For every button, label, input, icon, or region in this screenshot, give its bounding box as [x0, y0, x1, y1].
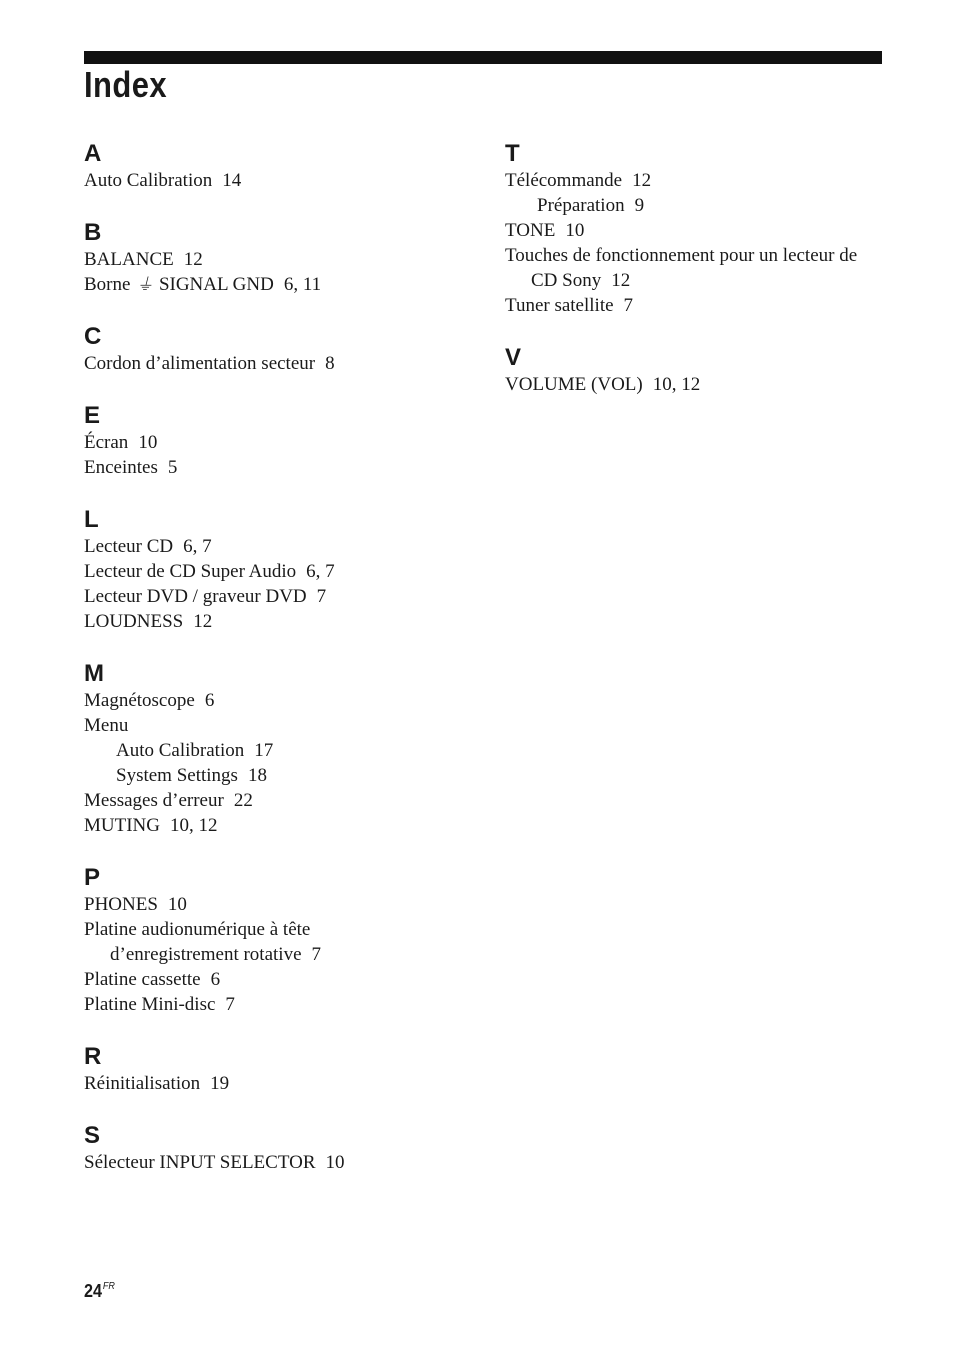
entry-page-ref[interactable]: 7 [225, 994, 235, 1015]
entry-page-ref[interactable]: 5 [167, 457, 178, 478]
entry-page-ref[interactable]: 10 [565, 220, 585, 241]
index-entry [84, 584, 484, 609]
section-letter: E [84, 402, 101, 429]
section-letter: L [84, 506, 99, 533]
entry-term: Lecteur CD [84, 536, 174, 557]
index-entry [84, 892, 484, 917]
index-section-m [84, 660, 484, 838]
entry-term: Auto Calibration [84, 170, 213, 191]
entry-term: d’enregistrement rotative [110, 944, 302, 965]
index-column-right [505, 140, 895, 423]
index-column-left [84, 140, 484, 1201]
entry-page-ref[interactable]: 22 [233, 790, 253, 811]
entry-term: Lecteur DVD / graveur DVD [84, 586, 307, 607]
entry-page-ref[interactable]: 10, 12 [652, 374, 701, 395]
entry-page-ref[interactable]: 6, 11 [283, 274, 322, 295]
entry-page-ref[interactable]: 6 [210, 969, 221, 990]
entry-term: MUTING [84, 815, 160, 836]
entry-term: Cordon d’alimentation secteur [84, 353, 316, 374]
index-entry [84, 1150, 484, 1175]
header-rule [84, 51, 882, 64]
entry-term: Platine cassette [84, 969, 201, 990]
entry-page-ref[interactable]: 10, 12 [170, 815, 218, 836]
index-entry [505, 243, 895, 268]
entry-page-ref[interactable]: 19 [210, 1073, 230, 1094]
index-section-e [84, 402, 484, 480]
index-entry [84, 609, 484, 634]
index-section-v [505, 344, 895, 397]
index-entry [505, 218, 895, 243]
index-entry [84, 168, 484, 193]
index-entry [505, 268, 895, 293]
entry-page-ref[interactable]: 10 [138, 432, 158, 453]
ground-icon: ⏚ [136, 275, 154, 294]
entry-page-ref[interactable]: 12 [193, 611, 213, 632]
entry-page-ref[interactable]: 12 [632, 170, 652, 191]
entry-page-ref[interactable]: 14 [222, 170, 242, 191]
index-entry [84, 942, 484, 967]
section-letter: P [84, 864, 101, 891]
index-entry [505, 372, 895, 397]
index-entry [84, 788, 484, 813]
index-section-r [84, 1043, 484, 1096]
entry-page-ref[interactable]: 18 [247, 765, 267, 786]
entry-term: PHONES [84, 894, 158, 915]
index-section-c [84, 323, 484, 376]
page-title: Index [84, 64, 168, 105]
entry-term-suffix: SIGNAL GND [158, 274, 274, 295]
index-entry [505, 168, 895, 193]
index-entry [84, 351, 484, 376]
entry-page-ref[interactable]: 10 [167, 894, 187, 915]
page-lang-code: FR [102, 1281, 115, 1292]
entry-term: System Settings [116, 765, 238, 786]
entry-term: Magnétoscope [84, 690, 195, 711]
index-subentry [505, 193, 895, 218]
index-entry [84, 917, 484, 942]
index-entry [84, 1071, 484, 1096]
index-entry [84, 534, 484, 559]
entry-term: Préparation [537, 195, 625, 216]
entry-page-ref[interactable]: 6, 7 [183, 536, 212, 557]
entry-term: BALANCE [84, 249, 174, 270]
index-section-a [84, 140, 484, 193]
entry-term: Réinitialisation [84, 1073, 201, 1094]
entry-term: Enceintes [84, 457, 158, 478]
entry-term: Platine audionumérique à tête [84, 919, 311, 940]
page-number-value: 24 [84, 1281, 103, 1301]
entry-term: Lecteur de CD Super Audio [84, 561, 297, 582]
entry-term: Borne [84, 274, 131, 295]
index-entry [84, 559, 484, 584]
section-letter: M [84, 660, 104, 687]
index-entry [84, 272, 484, 297]
section-letter: S [84, 1122, 101, 1149]
index-entry [84, 992, 484, 1017]
entry-page-ref[interactable]: 12 [183, 249, 203, 270]
entry-page-ref[interactable]: 7 [316, 586, 327, 607]
index-section-b [84, 219, 484, 297]
entry-term: Touches de fonctionnement pour un lecteur de [505, 245, 858, 266]
index-entry [84, 813, 484, 838]
entry-page-ref[interactable]: 9 [634, 195, 645, 216]
entry-page-ref[interactable]: 8 [325, 353, 335, 374]
entry-term: Écran [84, 432, 129, 453]
entry-term: Tuner satellite [505, 295, 614, 316]
entry-page-ref[interactable]: 6 [204, 690, 215, 711]
index-entry [84, 430, 484, 455]
index-entry [84, 713, 484, 738]
index-entry [84, 247, 484, 272]
entry-term: Messages d’erreur [84, 790, 224, 811]
index-section-p [84, 864, 484, 1017]
page-number [84, 1281, 115, 1302]
entry-page-ref[interactable]: 7 [623, 295, 634, 316]
entry-term: CD Sony [531, 270, 602, 291]
index-subentry [84, 738, 484, 763]
section-letter: V [505, 344, 522, 371]
entry-page-ref[interactable]: 17 [254, 740, 274, 761]
entry-page-ref[interactable]: 7 [311, 944, 322, 965]
section-letter: T [505, 140, 520, 167]
entry-term: LOUDNESS [84, 611, 184, 632]
index-subentry [84, 763, 484, 788]
section-letter: C [84, 323, 102, 350]
section-letter: R [84, 1043, 102, 1070]
section-letter: A [84, 140, 102, 167]
index-entry [84, 688, 484, 713]
entry-page-ref[interactable]: 12 [611, 270, 631, 291]
entry-term: Menu [84, 715, 129, 736]
entry-term: Platine Mini-disc [84, 994, 216, 1015]
entry-page-ref[interactable]: 6, 7 [306, 561, 335, 582]
index-entry [505, 293, 895, 318]
index-entry [84, 967, 484, 992]
entry-term: Télécommande [505, 170, 623, 191]
index-section-l [84, 506, 484, 634]
entry-term: VOLUME (VOL) [505, 374, 643, 395]
entry-term: Sélecteur INPUT SELECTOR [84, 1152, 316, 1173]
entry-term: TONE [505, 220, 556, 241]
index-entry [84, 455, 484, 480]
index-section-t [505, 140, 895, 318]
entry-term: Auto Calibration [116, 740, 245, 761]
index-section-s [84, 1122, 484, 1175]
section-letter: B [84, 219, 102, 246]
entry-page-ref[interactable]: 10 [325, 1152, 345, 1173]
